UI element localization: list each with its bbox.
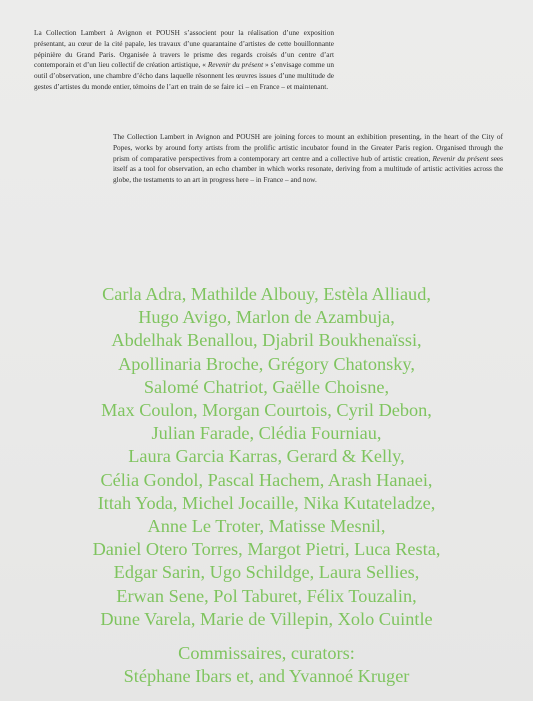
- artist-list-line: Laura Garcia Karras, Gerard & Kelly,: [128, 446, 405, 467]
- intro-paragraph-french: [34, 28, 334, 93]
- artist-list-line: Ittah Yoda, Michel Jocaille, Nika Kutateladze,: [97, 492, 436, 513]
- curators-names: Stéphane Ibars et, and Yvannoé Kruger: [123, 666, 410, 687]
- curators-block: [0, 642, 533, 688]
- intro-en-text-before-title: The Collection Lambert in Avignon and POUSH are joining forces to mount an exhibition presenting, in the heart of the City of Popes, works by around forty artists from the prolific artistic incubator found in the Greater Paris region. Organised through the prism of comparative perspectives from a contemporary art centre and a collective hub of artistic creation,: [113, 132, 503, 163]
- artist-list-line: Dune Varela, Marie de Villepin, Xolo Cuintle: [100, 608, 433, 629]
- artist-list: [0, 283, 533, 631]
- curators-heading: Commissaires, curators:: [178, 643, 355, 663]
- artist-list-line: Abdelhak Benallou, Djabril Boukhenaïssi,: [111, 330, 422, 351]
- artist-list-line: Apollinaria Broche, Grégory Chatonsky,: [118, 353, 415, 374]
- artist-list-line: Erwan Sene, Pol Taburet, Félix Touzalin,: [116, 585, 417, 606]
- intro-en-exhibition-title: Revenir du présent: [432, 153, 489, 163]
- artist-list-line: Salomé Chatriot, Gaëlle Choisne,: [143, 376, 390, 397]
- artist-list-line: Julian Farade, Clédia Fourniau,: [151, 423, 382, 444]
- artist-list-line: Max Coulon, Morgan Courtois, Cyril Debon,: [101, 400, 432, 421]
- artist-list-line: Hugo Avigo, Marlon de Azambuja,: [138, 307, 395, 328]
- artist-list-line: Edgar Sarin, Ugo Schildge, Laura Sellies,: [113, 562, 420, 583]
- artist-list-line: Anne Le Troter, Matisse Mesnil,: [147, 516, 386, 537]
- intro-fr-text-after-title: » s’envisage comme un outil d’observation, une chambre d’écho dans laquelle résonnent les œuvres issues d’une multitude de gestes d’artistes du monde entier, témoins de l’art en train de se faire ici – en France – et maintenant.: [34, 60, 334, 91]
- artist-list-line: Célia Gondol, Pascal Hachem, Arash Hanaei,: [100, 469, 433, 490]
- intro-paragraph-english: [113, 132, 503, 186]
- artist-list-line: Carla Adra, Mathilde Albouy, Estèla Alliaud,: [102, 284, 431, 304]
- intro-fr-exhibition-title: Revenir du présent: [207, 60, 264, 70]
- intro-en-text-after-title: sees itself as a tool for observation, an echo chamber in which works resonate, deriving from a multitude of artistic activities across the globe, the testaments to an art in progress here – in France – and now.: [113, 153, 504, 185]
- artist-list-line: Daniel Otero Torres, Margot Pietri, Luca Resta,: [92, 539, 441, 560]
- intro-fr-text-before-title: La Collection Lambert à Avignon et POUSH s’associent pour la réalisation d’une exposition présentant, au cœur de la cité papale, les travaux d’une quarantaine d’artistes de cette bouillonnante pépinière du Grand Paris. Organisée à travers le prisme des regards croisés d’un centre d’art contemporain et d’un lieu collectif de création artistique, «: [34, 28, 334, 70]
